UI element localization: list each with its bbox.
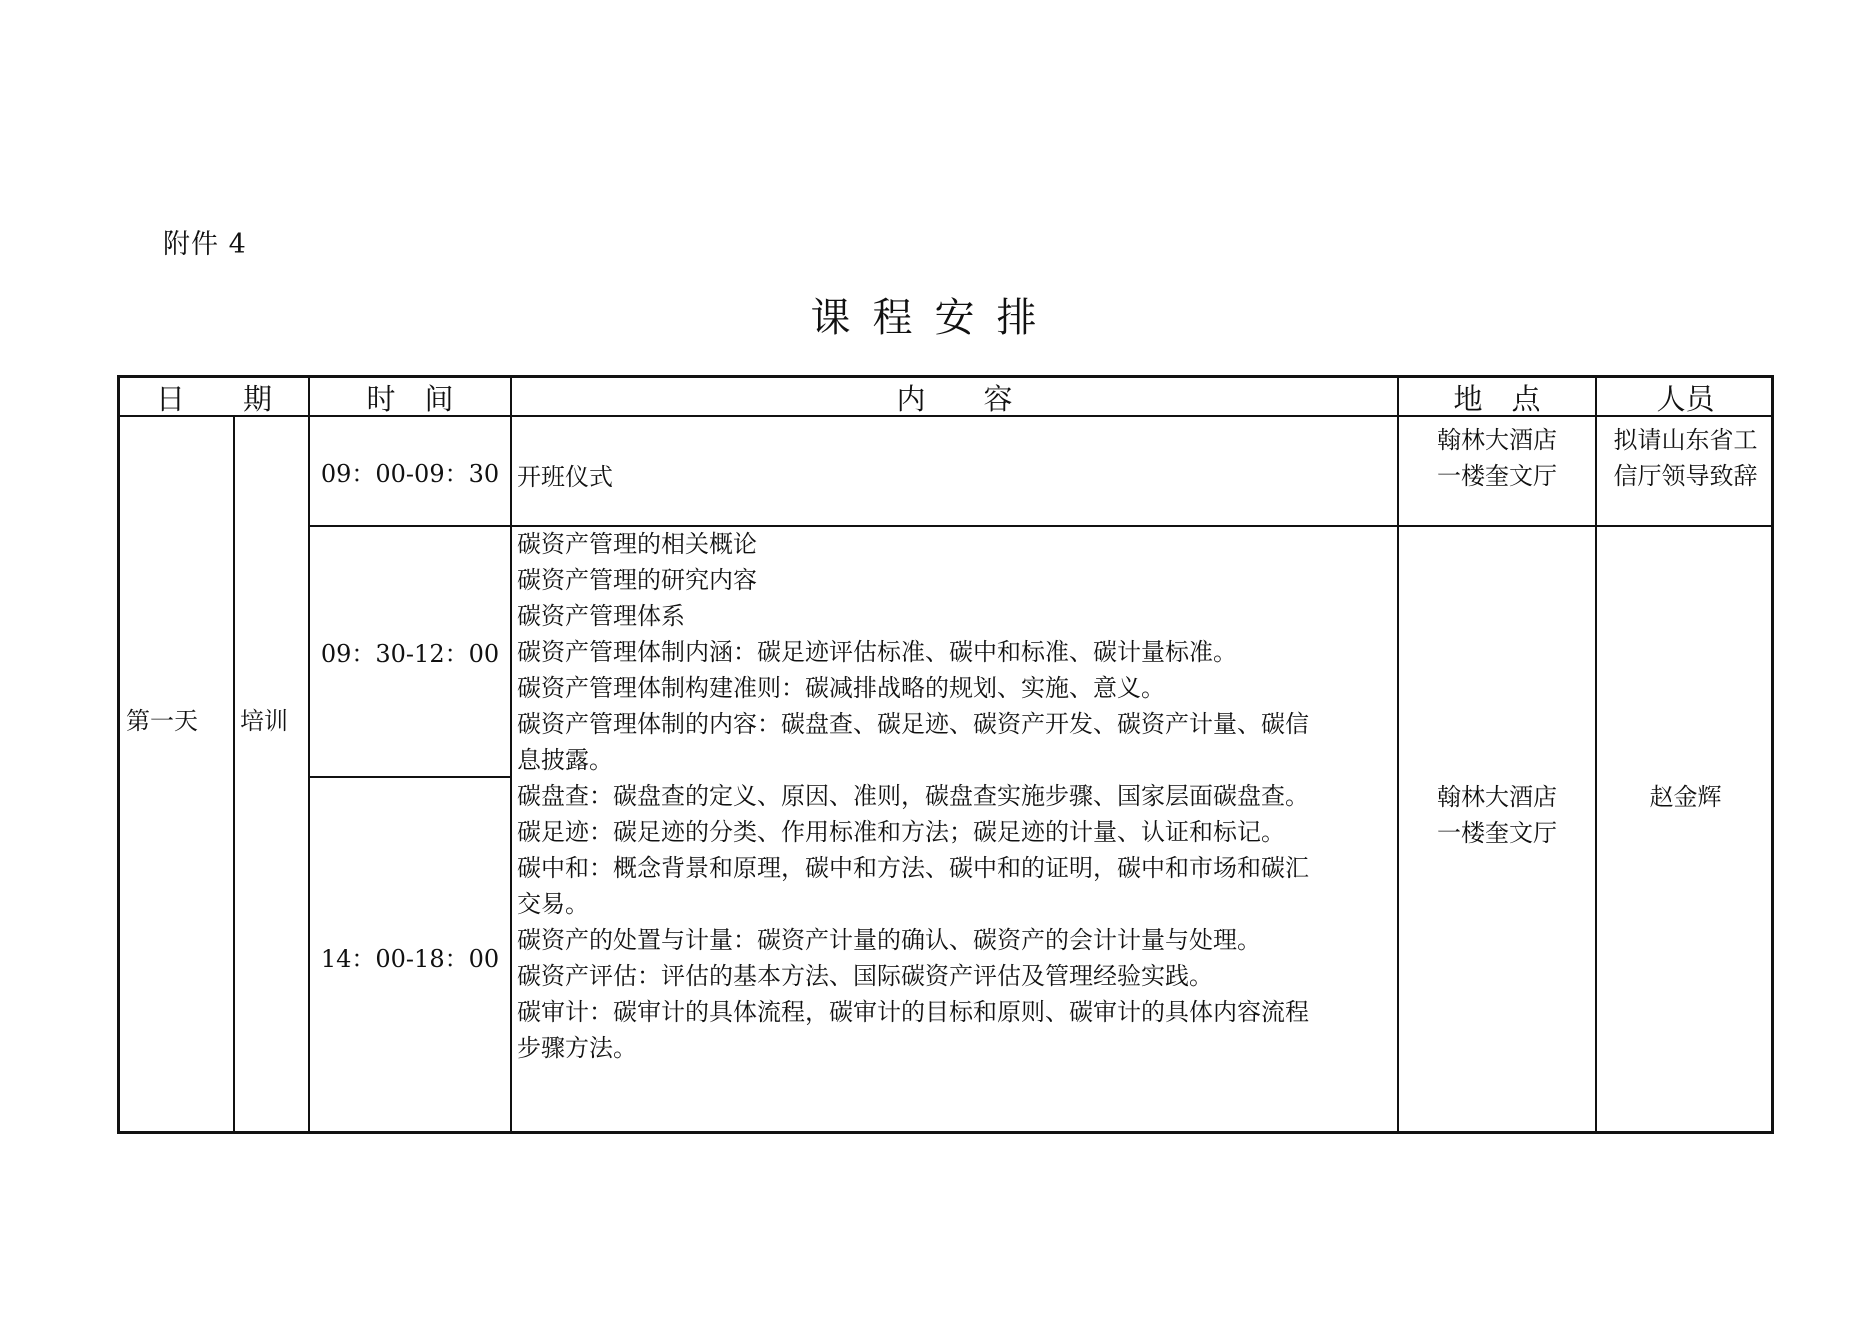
- annex-label: 附件 4: [163, 229, 247, 260]
- content-line: 碳资产管理的相关概论: [517, 530, 757, 558]
- content-line: 碳中和：概念背景和原理，碳中和方法、碳中和的证明，碳中和市场和碳汇: [517, 854, 1309, 882]
- content-line: 碳资产管理的研究内容: [517, 566, 757, 594]
- location-line: 一楼奎文厅: [1437, 819, 1557, 847]
- personnel-cell: 赵金辉: [1649, 783, 1722, 811]
- day-cell: 第一天: [126, 707, 198, 735]
- content-line: 步骤方法。: [517, 1034, 637, 1062]
- content-line: 碳资产评估：评估的基本方法、国际碳资产评估及管理经验实践。: [517, 962, 1213, 990]
- location-line: 翰林大酒店: [1437, 426, 1557, 454]
- content-line: 碳资产管理体系: [517, 602, 685, 630]
- divider: [233, 415, 235, 1134]
- content-line: 息披露。: [517, 746, 613, 774]
- schedule-table: [117, 375, 1774, 1134]
- location-cell: [1399, 422, 1595, 494]
- content-list: [517, 526, 1397, 1066]
- location-cell: [1399, 779, 1595, 851]
- header-content: 内 容: [896, 382, 1013, 416]
- time-cell: 09：00-09：30: [320, 459, 500, 488]
- header-time: 时 间: [366, 382, 454, 416]
- location-line: 翰林大酒店: [1437, 783, 1557, 811]
- content-line: 碳资产的处置与计量：碳资产计量的确认、碳资产的会计计量与处理。: [517, 926, 1261, 954]
- personnel-cell: [1597, 422, 1774, 494]
- header-location: 地 点: [1453, 382, 1541, 416]
- personnel-line: 信厅领导致辞: [1613, 462, 1758, 490]
- time-cell: 14：00-18：00: [320, 944, 500, 973]
- personnel-line: 拟请山东省工: [1613, 426, 1758, 454]
- content-line: 碳资产管理体制的内容：碳盘查、碳足迹、碳资产开发、碳资产计量、碳信: [517, 710, 1309, 738]
- divider: [510, 378, 512, 1134]
- content-line: 碳资产管理体制构建准则：碳减排战略的规划、实施、意义。: [517, 674, 1165, 702]
- content-line: 碳资产管理体制内涵：碳足迹评估标准、碳中和标准、碳计量标准。: [517, 638, 1237, 666]
- content-line: 碳盘查：碳盘查的定义、原因、准则，碳盘查实施步骤、国家层面碳盘查。: [517, 782, 1309, 810]
- location-line: 一楼奎文厅: [1437, 462, 1557, 490]
- content-line: 碳足迹：碳足迹的分类、作用标准和方法；碳足迹的计量、认证和标记。: [517, 818, 1285, 846]
- content-cell: 开班仪式: [517, 463, 613, 491]
- content-line: 交易。: [517, 890, 589, 918]
- page-title: 课程安排: [810, 295, 1059, 341]
- time-cell: 09：30-12：00: [320, 640, 500, 668]
- type-cell: 培训: [240, 707, 288, 735]
- header-personnel: 人员: [1656, 382, 1715, 416]
- content-line: 碳审计：碳审计的具体流程，碳审计的目标和原则、碳审计的具体内容流程: [517, 998, 1309, 1026]
- header-date: 日 期: [155, 382, 272, 416]
